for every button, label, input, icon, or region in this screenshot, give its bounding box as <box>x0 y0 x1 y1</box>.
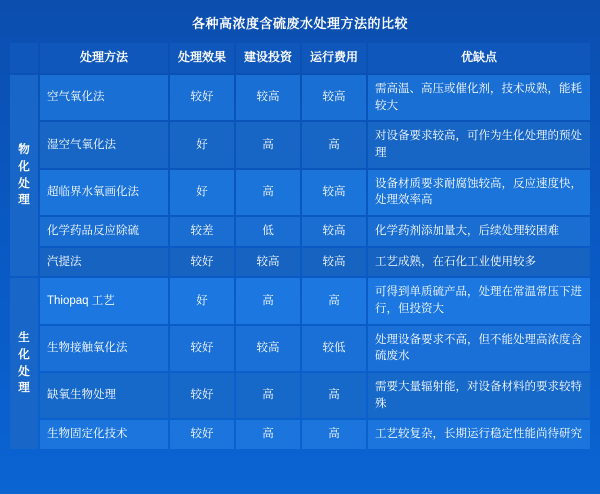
cell-investment: 高 <box>236 373 300 418</box>
cell-method: 湿空气氧化法 <box>40 122 168 167</box>
group-char: 化 <box>18 161 30 174</box>
table-row <box>10 248 590 277</box>
cell-note: 工艺较复杂，长期运行稳定性能尚待研究 <box>368 420 590 449</box>
cell-cost: 较高 <box>302 75 366 120</box>
cell-note: 化学药剂添加量大，后续处理较困难 <box>368 217 590 246</box>
corner-cell <box>10 43 38 73</box>
cell-cost: 较高 <box>302 248 366 277</box>
cell-method: Thiopaq 工艺 <box>40 278 168 323</box>
table-row <box>10 122 590 167</box>
cell-note: 处理设备要求不高，但不能处理高浓度含硫废水 <box>368 326 590 371</box>
cell-investment: 高 <box>236 122 300 167</box>
cell-method: 缺氧生物处理 <box>40 373 168 418</box>
column-header-investment: 建设投资 <box>236 43 300 73</box>
cell-effect: 好 <box>170 278 234 323</box>
table-row <box>10 170 590 215</box>
cell-investment: 高 <box>236 170 300 215</box>
cell-investment: 低 <box>236 217 300 246</box>
group-char: 化 <box>18 349 30 362</box>
group-char: 生 <box>18 332 30 345</box>
cell-effect: 较差 <box>170 217 234 246</box>
cell-method: 化学药品反应除硫 <box>40 217 168 246</box>
cell-note: 需要大量辐射能，对设备材料的要求较特殊 <box>368 373 590 418</box>
cell-cost: 高 <box>302 122 366 167</box>
cell-investment: 高 <box>236 278 300 323</box>
page-title: 各种高浓度含硫废水处理方法的比较 <box>191 16 408 31</box>
table-row <box>10 326 590 371</box>
group-label-biochemical <box>10 278 38 449</box>
column-header-note: 优缺点 <box>368 43 590 73</box>
cell-effect: 较好 <box>170 248 234 277</box>
cell-effect: 好 <box>170 122 234 167</box>
cell-cost: 高 <box>302 420 366 449</box>
column-header-effect: 处理效果 <box>170 43 234 73</box>
cell-note: 可得到单质硫产品，处理在常温常压下进行，但投资大 <box>368 278 590 323</box>
cell-cost: 较高 <box>302 170 366 215</box>
cell-method: 超临界水氧画化法 <box>40 170 168 215</box>
cell-investment: 较高 <box>236 248 300 277</box>
table-row <box>10 217 590 246</box>
cell-cost: 较高 <box>302 217 366 246</box>
group-char: 物 <box>18 144 30 157</box>
table-row <box>10 373 590 418</box>
cell-cost: 高 <box>302 278 366 323</box>
cell-method: 生物固定化技术 <box>40 420 168 449</box>
table-row <box>10 278 590 323</box>
cell-effect: 较好 <box>170 420 234 449</box>
cell-note: 工艺成熟，在石化工业使用较多 <box>368 248 590 277</box>
cell-investment: 高 <box>236 420 300 449</box>
comparison-table <box>8 41 592 451</box>
table-header-row <box>10 43 590 73</box>
group-label-physicochemical <box>10 75 38 276</box>
cell-method: 生物接触氧化法 <box>40 326 168 371</box>
cell-cost: 较低 <box>302 326 366 371</box>
cell-investment: 较高 <box>236 326 300 371</box>
cell-effect: 较好 <box>170 373 234 418</box>
cell-method: 汽提法 <box>40 248 168 277</box>
cell-note: 设备材质要求耐腐蚀较高，反应速度快，处理效率高 <box>368 170 590 215</box>
cell-note: 需高温、高压或催化剂，技术成熟，能耗较大 <box>368 75 590 120</box>
cell-cost: 高 <box>302 373 366 418</box>
cell-effect: 较好 <box>170 326 234 371</box>
column-header-method: 处理方法 <box>40 43 168 73</box>
cell-effect: 好 <box>170 170 234 215</box>
table-row <box>10 420 590 449</box>
cell-method: 空气氧化法 <box>40 75 168 120</box>
column-header-cost: 运行费用 <box>302 43 366 73</box>
group-char: 处 <box>18 365 30 378</box>
cell-effect: 较好 <box>170 75 234 120</box>
cell-investment: 较高 <box>236 75 300 120</box>
table-row <box>10 75 590 120</box>
group-char: 理 <box>18 382 30 395</box>
group-char: 理 <box>18 194 30 207</box>
cell-note: 对设备要求较高，可作为生化处理的预处理 <box>368 122 590 167</box>
group-char: 处 <box>18 177 30 190</box>
